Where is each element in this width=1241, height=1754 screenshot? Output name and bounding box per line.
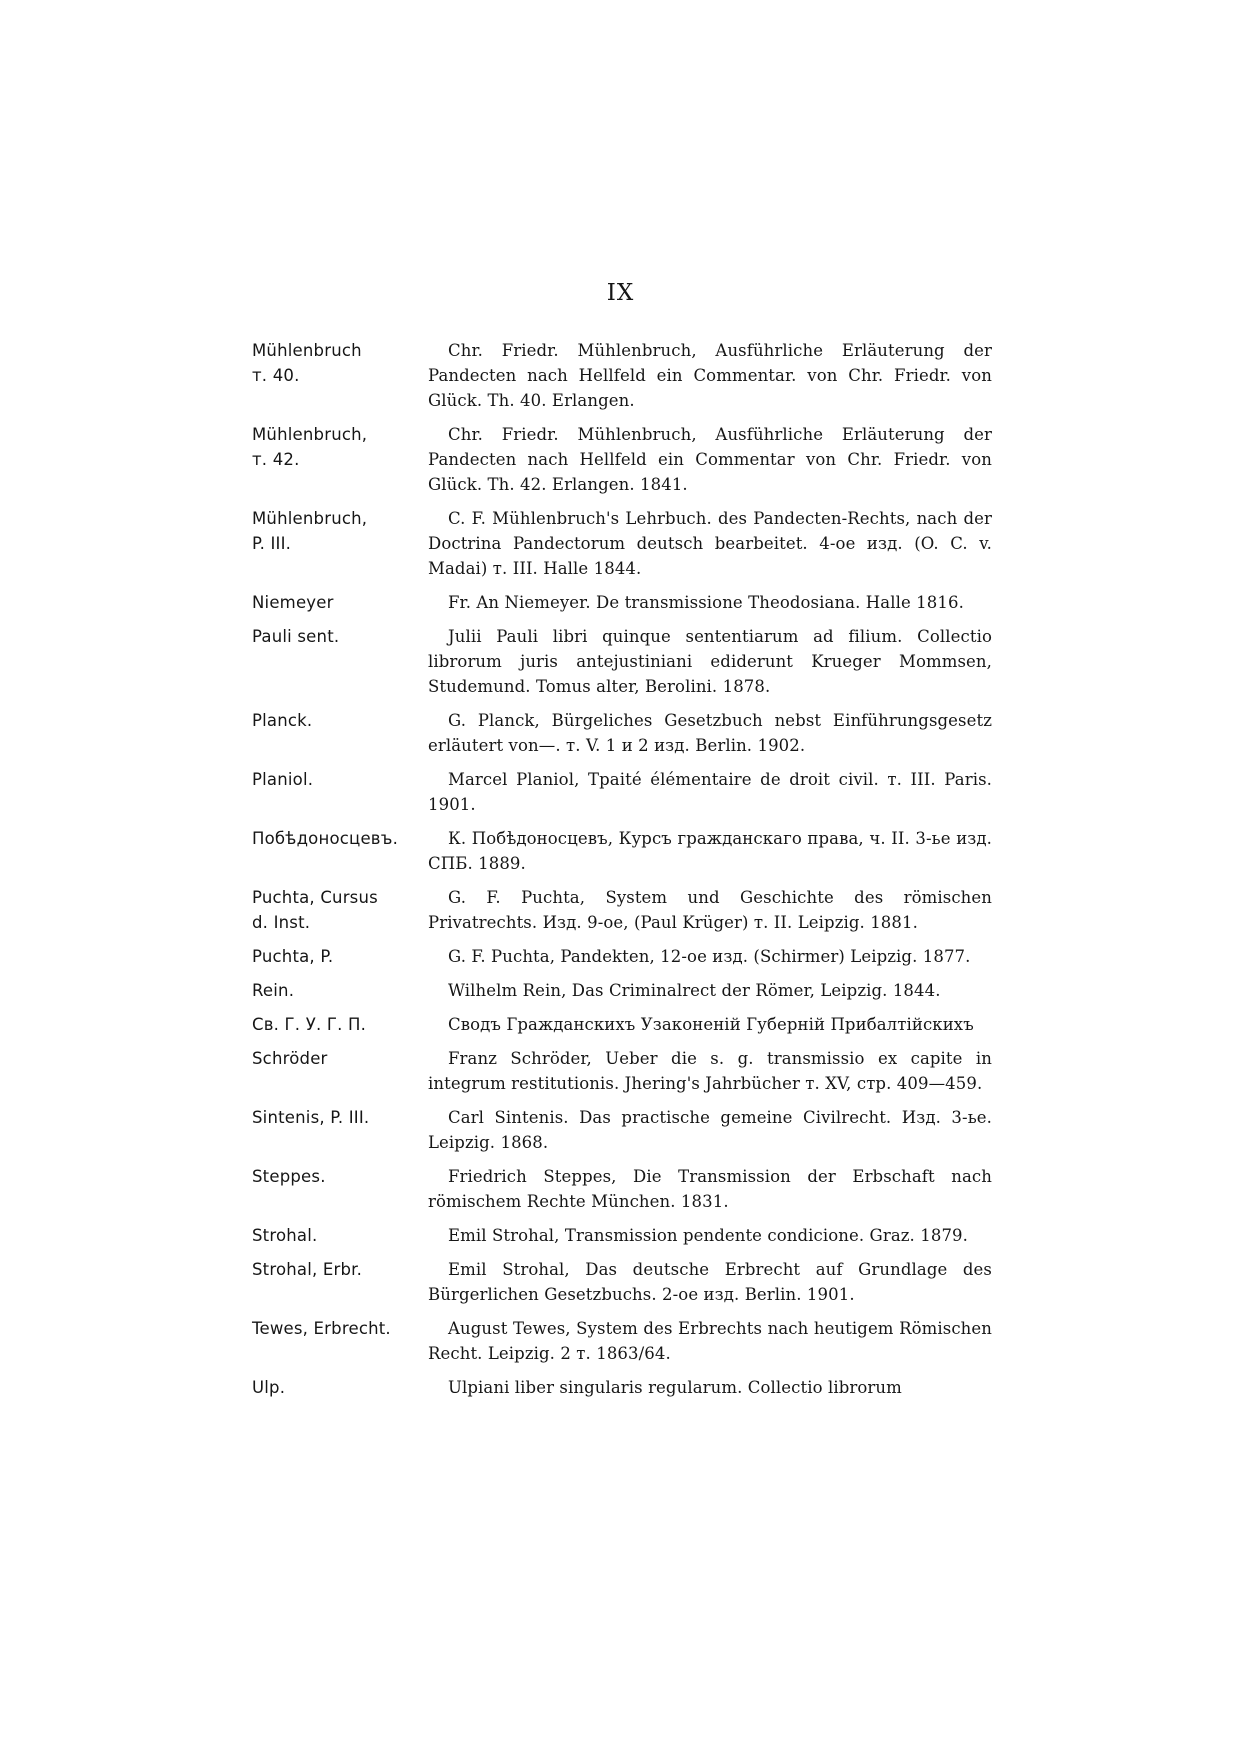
entry-abbreviation: Pauli sent. [252,627,340,646]
bibliography-entry [252,1316,992,1366]
entry-reference: Emil Strohal, Transmission pendente condicione. Graz. 1879. [448,1226,968,1245]
entry-abbreviation: Mühlenbruch, т. 42. [252,425,368,469]
bibliography-entry [252,1223,992,1248]
entry-reference: Fr. An Niemeyer. De transmissione Theodosiana. Halle 1816. [448,593,964,612]
entry-abbreviation: Puchta, Cursus d. Inst. [252,888,378,932]
entry-reference: Friedrich Steppes, Die Transmission der Erbschaft nach römischem Rechte München. 1831. [428,1167,992,1211]
entry-abbreviation: Strohal, Erbr. [252,1260,363,1279]
bibliography-entry [252,944,992,969]
bibliography-entry [252,1012,992,1037]
entry-reference: Julii Pauli libri quinque sententiarum ad filium. Collectio librorum juris antejustiniani ediderunt Krueger Mommsen, Studemund. Tomus alter, Berolini. 1878. [428,627,992,696]
bibliography-entry [252,1164,992,1214]
entry-reference: G. F. Puchta, Pandekten, 12-ое изд. (Schirmer) Leipzig. 1877. [448,947,971,966]
bibliography-entry [252,1257,992,1307]
entry-reference: Carl Sintenis. Das practische gemeine Civilrecht. Изд. 3-ье. Leipzig. 1868. [428,1108,992,1152]
entry-reference: Ulpiani liber singularis regularum. Collectio librorum [448,1378,902,1397]
entry-abbreviation: Planiol. [252,770,314,789]
entry-reference: Сводъ Гражданскихъ Узаконеній Губерній Прибалтійскихъ [448,1015,974,1034]
entry-abbreviation: Mühlenbruch, P. III. [252,509,368,553]
entry-abbreviation: Rein. [252,981,295,1000]
entry-abbreviation: Mühlenbruch т. 40. [252,341,362,385]
entry-reference: Wilhelm Rein, Das Criminalrect der Römer, Leipzig. 1844. [448,981,941,1000]
entry-reference: Emil Strohal, Das deutsche Erbrecht auf Grundlage des Bürgerlichen Gesetzbuchs. 2-ое изд. Berlin. 1901. [428,1260,992,1304]
entry-abbreviation: Ulp. [252,1378,286,1397]
entry-reference: C. F. Mühlenbruch's Lehrbuch. des Pandecten-Rechts, nach der Doctrina Pandectorum deutsch bearbeitet. 4-ое изд. (O. C. v. Madai) т. III. Halle 1844. [428,509,992,578]
bibliography-entry [252,1375,992,1400]
page-number: IX [606,280,635,306]
bibliography-entry [252,506,992,581]
entry-abbreviation: Strohal. [252,1226,318,1245]
entry-reference: Chr. Friedr. Mühlenbruch, Ausführliche Erläuterung der Pandecten nach Hellfeld ein Commentar. von Chr. Friedr. von Glück. Th. 40. Erlangen. [428,341,992,410]
entry-reference: August Tewes, System des Erbrechts nach heutigem Römischen Recht. Leipzig. 2 т. 1863/64. [428,1319,992,1363]
entry-reference: Franz Schröder, Ueber die s. g. transmissio ex capite in integrum restitutionis. Jhering's Jahrbücher т. XV, стр. 409—459. [428,1049,992,1093]
bibliography-entry [252,826,992,876]
bibliography-entry [252,978,992,1003]
entry-reference: G. Planck, Bürgeliches Gesetzbuch nebst Einführungsgesetz erläutert von—. т. V. 1 и 2 изд. Berlin. 1902. [428,711,992,755]
entry-reference: Marcel Planiol, Tpaité élémentaire de droit civil. т. III. Paris. 1901. [428,770,992,814]
entry-abbreviation: Св. Г. У. Г. П. [252,1015,367,1034]
entry-abbreviation: Puchta, P. [252,947,334,966]
bibliography-entry [252,422,992,497]
entry-abbreviation: Sintenis, P. III. [252,1108,370,1127]
bibliography-entry [252,338,992,413]
entry-reference: Chr. Friedr. Mühlenbruch, Ausführliche Erläuterung der Pandecten nach Hellfeld ein Commentar von Chr. Friedr. von Glück. Th. 42. Erlangen. 1841. [428,425,992,494]
bibliography-entry [252,1105,992,1155]
bibliography-entry [252,1046,992,1096]
entry-abbreviation: Planck. [252,711,313,730]
bibliography-entry [252,590,992,615]
bibliography-entry [252,708,992,758]
entry-abbreviation: Tewes, Erbrecht. [252,1319,391,1338]
entry-abbreviation: Schröder [252,1049,328,1068]
bibliography-list [252,338,992,1409]
entry-reference: К. Побѣдоносцевъ, Курсъ гражданскаго права, ч. II. 3-ье изд. СПБ. 1889. [428,829,992,873]
bibliography-entry [252,885,992,935]
entry-abbreviation: Побѣдоносцевъ. [252,829,399,848]
bibliography-entry [252,767,992,817]
entry-abbreviation: Steppes. [252,1167,326,1186]
bibliography-entry [252,624,992,699]
entry-abbreviation: Niemeyer [252,593,334,612]
entry-reference: G. F. Puchta, System und Geschichte des römischen Privatrechts. Изд. 9-ое, (Paul Krüger) т. II. Leipzig. 1881. [428,888,992,932]
